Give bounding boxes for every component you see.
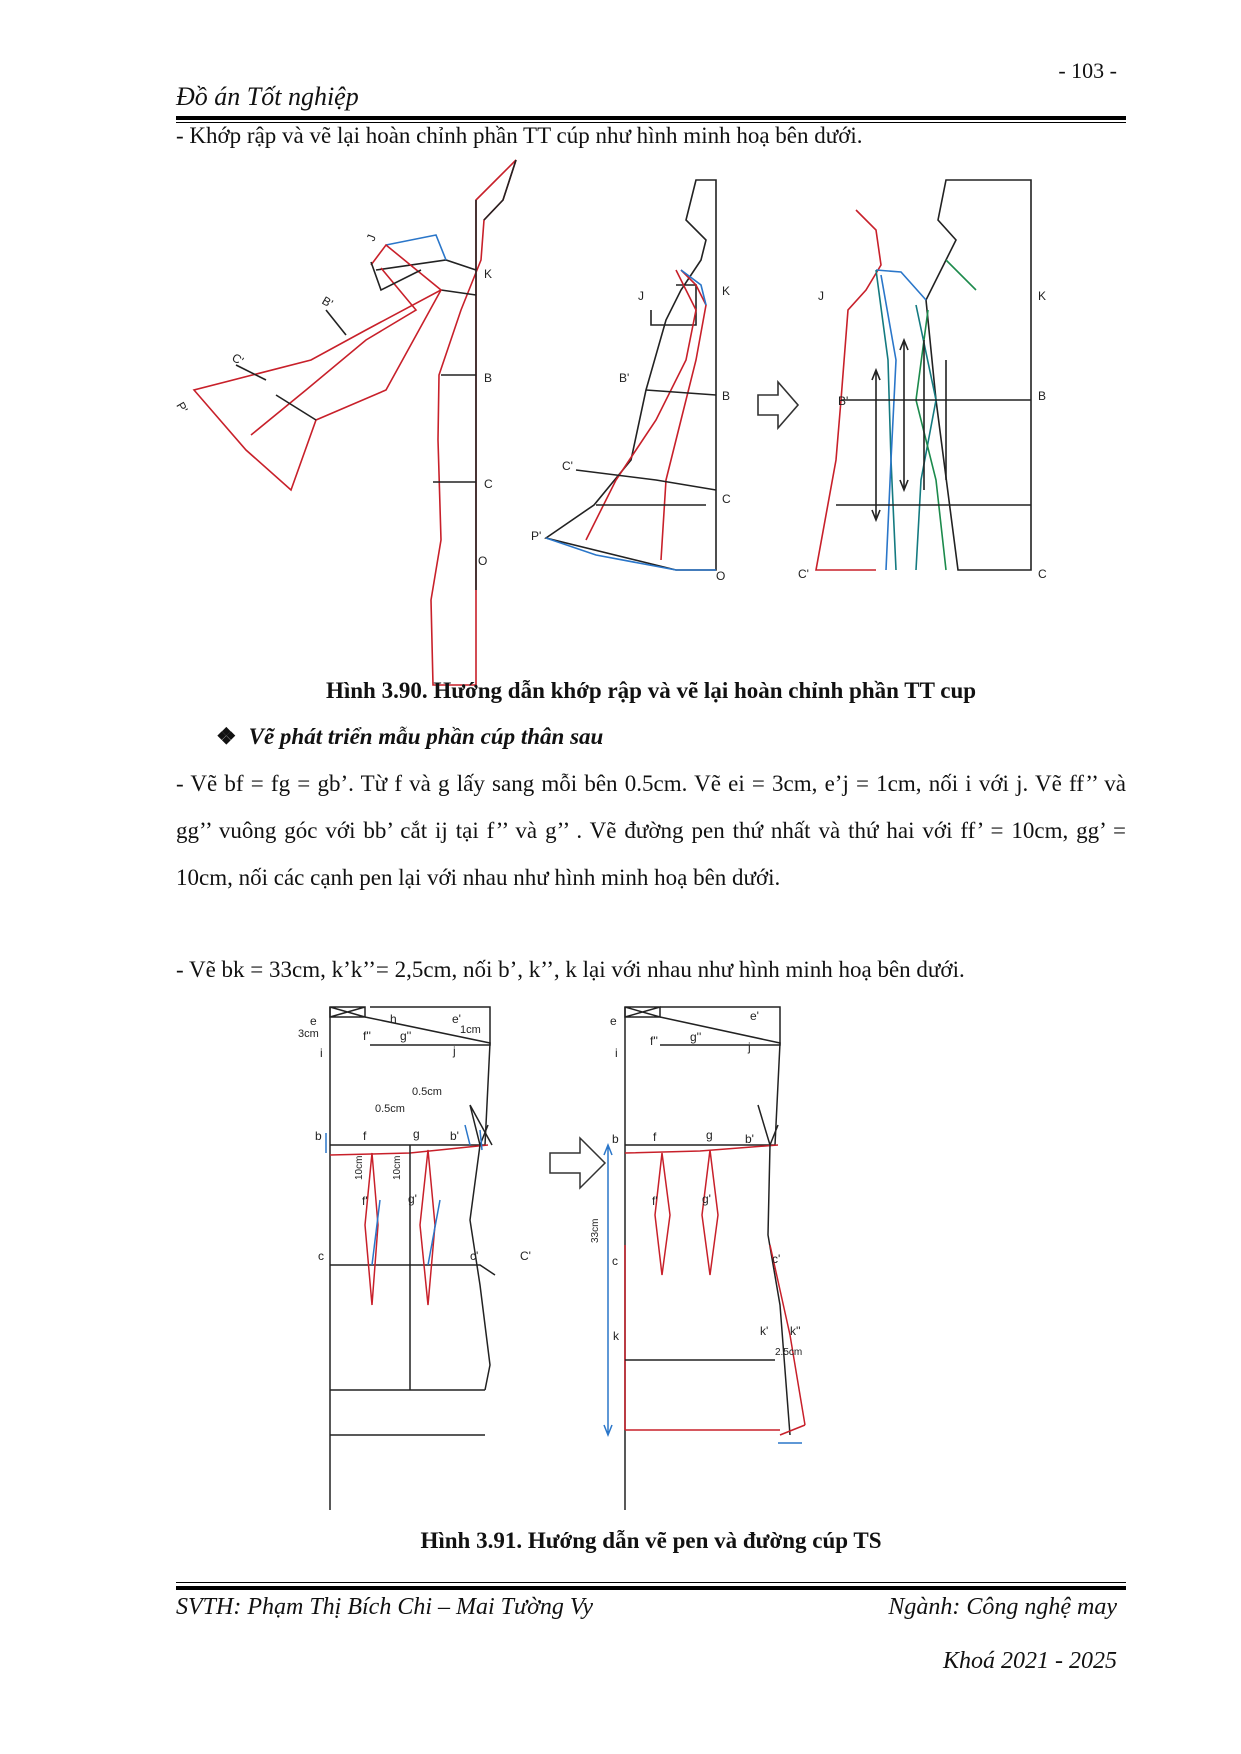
- fig1a-label-Cp: C': [229, 350, 246, 369]
- fig1b-label-J: J: [638, 289, 644, 303]
- fig1c-label-B: B: [1038, 389, 1047, 403]
- section-heading: [216, 724, 603, 750]
- section-title: Vẽ phát triển mẫu phần cúp thân sau: [248, 724, 604, 749]
- fig2r-label-gdd: g'': [690, 1030, 702, 1044]
- fig2l-label-3cm: 3cm: [298, 1028, 319, 1040]
- fig1b-label-Bp: B': [619, 371, 630, 385]
- fig2l-label-b: b: [315, 1129, 322, 1143]
- figure-3-91-dart-drawing: [298, 1005, 960, 1515]
- fig2r-label-f: f: [653, 1130, 657, 1144]
- fig2l-label-c: c: [318, 1249, 324, 1263]
- fig2r-label-kdd: k'': [790, 1324, 801, 1338]
- fig2l-label-0-5cm-b: 0.5cm: [412, 1086, 442, 1098]
- fig2r-label-cp: c': [772, 1252, 781, 1266]
- fig2r-label-k: k: [613, 1329, 619, 1343]
- fig2r-label-i: i: [615, 1046, 618, 1060]
- fig1c-label-K: K: [1038, 289, 1047, 303]
- fig1b-label-Pp: P': [531, 529, 542, 543]
- fig2r-label-gp: g': [702, 1192, 711, 1206]
- diamond-bullet-icon: ❖: [216, 724, 237, 749]
- fig1a-label-J: J: [363, 232, 379, 244]
- fig2l-label-1cm: 1cm: [460, 1024, 481, 1036]
- fig2l-label-10cm-a: 10cm: [354, 1155, 365, 1180]
- footer-major: Ngành: Công nghệ may: [888, 1594, 1117, 1620]
- fig2l-label-gdd: g'': [400, 1029, 412, 1043]
- page-number: - 103 -: [1058, 58, 1117, 83]
- fig2l-label-10cm-b: 10cm: [392, 1155, 403, 1180]
- footer-authors: SVTH: Phạm Thị Bích Chi – Mai Tường Vy: [176, 1594, 594, 1620]
- fig2l-label-j: j: [453, 1044, 456, 1058]
- fig2r-label-kp: k': [760, 1324, 769, 1338]
- footer-course: Khoá 2021 - 2025: [943, 1648, 1117, 1674]
- fig2r-label-c: c: [612, 1254, 618, 1268]
- fig1c-label-C: C: [1038, 567, 1047, 581]
- fig2l-label-cp: c': [470, 1249, 479, 1263]
- figure-3-90-caption: Hình 3.90. Hướng dẫn khớp rập và vẽ lại hoàn chỉnh phần TT cup: [325, 678, 977, 703]
- fig2l-label-gp: g': [408, 1192, 417, 1206]
- fig2r-label-bp: b': [745, 1132, 754, 1146]
- fig2l-label-fdd: f'': [363, 1029, 371, 1043]
- figure-3-91-caption: Hình 3.91. Hướng dẫn vẽ pen và đường cúp TS: [420, 1528, 882, 1553]
- fig2l-label-ep: e': [452, 1012, 461, 1026]
- fig1a-label-O: O: [478, 554, 488, 568]
- fig1b-label-O: O: [716, 569, 726, 583]
- fig1a-label-B: B: [484, 371, 493, 385]
- footer-rule-thick: [176, 1586, 1126, 1590]
- fig1b-label-Cp: C': [562, 459, 573, 473]
- fig2l-label-g: g: [413, 1127, 420, 1141]
- fig2r-label-2-5cm: 2.5cm: [775, 1347, 803, 1358]
- fig2r-label-j: j: [748, 1040, 751, 1054]
- fig2r-label-b: b: [612, 1132, 619, 1146]
- fig1b-label-B: B: [722, 389, 731, 403]
- fig2r-label-fp: f': [652, 1194, 658, 1208]
- panel-a-drawing: [194, 160, 516, 685]
- fig1b-label-K: K: [722, 284, 731, 298]
- panel-arrow: [758, 382, 798, 428]
- footer-rule-thin: [176, 1582, 1126, 1583]
- intro-line: - Khớp rập và vẽ lại hoàn chỉnh phần TT cúp như hình minh hoạ bên dưới.: [176, 123, 863, 148]
- paragraph-darts: - Vẽ bf = fg = gb’. Từ f và g lấy sang mỗi bên 0.5cm. Vẽ ei = 3cm, e’j = 1cm, nối i với j. Vẽ ff’’ và gg’’ vuông góc với bb’ cắt ij tại f’’ và g’’ . Vẽ đường pen thứ nhất và thứ hai với ff’ = 10cm, gg’ = 10cm, nối các cạnh pen lại với nhau như hình minh hoạ bên dưới.: [176, 771, 1126, 890]
- fig2r-label-fdd: f'': [650, 1034, 658, 1048]
- fig2l-label-i: i: [320, 1046, 323, 1060]
- fig1a-label-C: C: [484, 477, 493, 491]
- fig2l-label-e: e: [310, 1014, 317, 1028]
- fig2r-label-e: e: [610, 1014, 617, 1028]
- fig1a-label-Bp: B': [319, 293, 336, 311]
- fig2l-label-fp: f': [362, 1194, 368, 1208]
- panel-c-drawing: [816, 180, 1031, 570]
- fig2r-label-g: g: [706, 1128, 713, 1142]
- fig1c-label-Cp: C': [798, 567, 809, 581]
- fig2l-label-Cp: C': [520, 1249, 531, 1263]
- fig2-arrow: [550, 1138, 605, 1188]
- fig2l-label-h: h: [390, 1012, 397, 1026]
- document-title: Đồ án Tốt nghiệp: [176, 82, 359, 111]
- fig2l-label-f: f: [363, 1129, 367, 1143]
- fig1a-label-K: K: [484, 267, 493, 281]
- fig1c-label-J: J: [818, 289, 824, 303]
- fig1a-label-Pp: P': [173, 399, 191, 416]
- fig2l-label-bp: b': [450, 1129, 459, 1143]
- fig2l-label-0-5cm-a: 0.5cm: [375, 1103, 405, 1115]
- fig1b-label-C: C: [722, 492, 731, 506]
- fig2r-label-ep: e': [750, 1009, 759, 1023]
- panel-b-drawing: [546, 180, 716, 570]
- figure-3-90-pattern-matching: [173, 160, 1126, 660]
- fig1c-label-Bp: B': [838, 394, 849, 408]
- paragraph-cup-line: - Vẽ bk = 33cm, k’k’’= 2,5cm, nối b’, k’’, k lại với nhau như hình minh hoạ bên dưới.: [176, 957, 965, 982]
- fig2r-label-33cm: 33cm: [590, 1218, 601, 1243]
